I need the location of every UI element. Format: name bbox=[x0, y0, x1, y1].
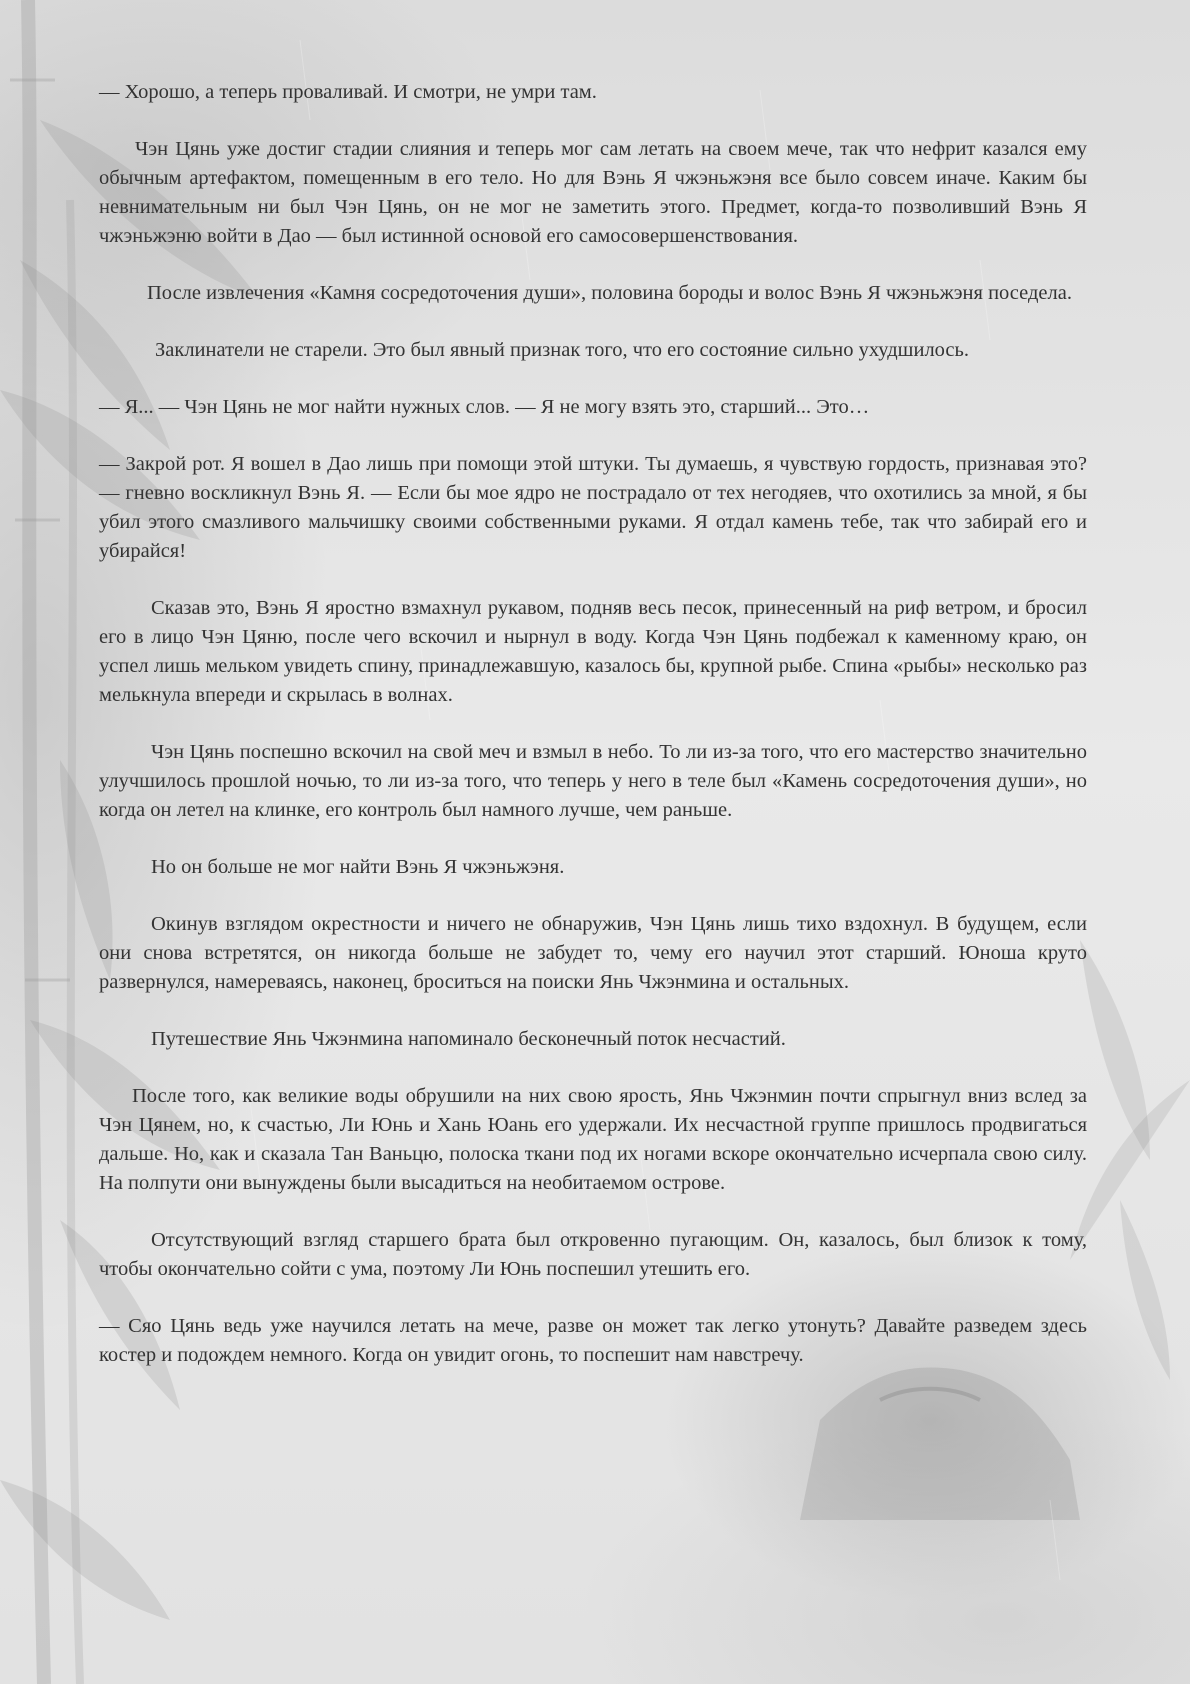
paragraph-13: Отсутствующий взгляд старшего брата был откровенно пугающим. Он, казалось, был близок к тому, чтобы окончательно сойти с ума, поэтому Ли Юнь поспешил утешить его. bbox=[99, 1229, 1087, 1280]
paragraph-3: После извлечения «Камня сосредоточения души», половина бороды и волос Вэнь Я чжэньжэня поседела. bbox=[147, 282, 1072, 304]
paragraph-8: Чэн Цянь поспешно вскочил на свой меч и взмыл в небо. То ли из-за того, что его мастерство значительно улучшилось прошлой ночью, то ли из-за того, что теперь у него в теле был «Камень сосредоточения души», но когда он летел на клинке, его контроль был намного лучше, чем раньше. bbox=[99, 741, 1087, 821]
chapter-text bbox=[99, 78, 1087, 1398]
paragraph-9: Но он больше не мог найти Вэнь Я чжэньжэня. bbox=[151, 856, 565, 878]
paragraph-5: — Я... — Чэн Цянь не мог найти нужных слов. — Я не могу взять это, старший... Это… bbox=[99, 396, 870, 418]
paragraph-7: Сказав это, Вэнь Я яростно взмахнул рукавом, подняв весь песок, принесенный на риф ветром, и бросил его в лицо Чэн Цяню, после чего вскочил и нырнул в воду. Когда Чэн Цянь подбежал к каменному краю, он успел лишь мельком увидеть спину, принадлежавшую, казалось бы, крупной рыбе. Спина «рыбы» несколько раз мелькнула впереди и скрылась в волнах. bbox=[99, 597, 1087, 706]
paragraph-10: Окинув взглядом окрестности и ничего не обнаружив, Чэн Цянь лишь тихо вздохнул. В будущем, если они снова встретятся, он никогда больше не забудет то, чему его научил этот старший. Юноша круто развернулся, намереваясь, наконец, броситься на поиски Янь Чжэнмина и остальных. bbox=[99, 913, 1087, 993]
paragraph-2: Чэн Цянь уже достиг стадии слияния и теперь мог сам летать на своем мече, так что нефрит казался ему обычным артефактом, помещенным в его тело. Но для Вэнь Я чжэньжэня все было совсем иначе. Каким бы невнимательным ни был Чэн Цянь, он не мог не заметить этого. Предмет, когда-то позволивший Вэнь Я чжэньжэню войти в Дао — был истинной основой его самосовершенствования. bbox=[99, 138, 1087, 247]
paragraph-14: — Сяо Цянь ведь уже научился летать на мече, разве он может так легко утонуть? Давайте разведем здесь костер и подождем немного. Когда он увидит огонь, то поспешит нам навстречу. bbox=[99, 1315, 1087, 1366]
paragraph-12: После того, как великие воды обрушили на них свою ярость, Янь Чжэнмин почти спрыгнул вниз вслед за Чэн Цянем, но, к счастью, Ли Юнь и Хань Юань его удержали. Их несчастной группе пришлось продвигаться дальше. Но, как и сказала Тан Ваньцю, полоска ткани под их ногами вскоре окончательно исчерпала свою силу. На полпути они вынуждены были высадиться на необитаемом острове. bbox=[99, 1085, 1087, 1194]
paragraph-1: — Хорошо, а теперь проваливай. И смотри, не умри там. bbox=[99, 81, 597, 103]
paragraph-6: — Закрой рот. Я вошел в Дао лишь при помощи этой штуки. Ты думаешь, я чувствую гордость, признавая это? — гневно воскликнул Вэнь Я. — Если бы мое ядро не пострадало от тех негодяев, что охотились за мной, я бы убил этого смазливого мальчишку своими собственными руками. Я отдал камень тебе, так что забирай его и убирайся! bbox=[99, 453, 1087, 562]
paragraph-11: Путешествие Янь Чжэнмина напоминало бесконечный поток несчастий. bbox=[151, 1028, 786, 1050]
paragraph-4: Заклинатели не старели. Это был явный признак того, что его состояние сильно ухудшилось. bbox=[155, 339, 970, 361]
